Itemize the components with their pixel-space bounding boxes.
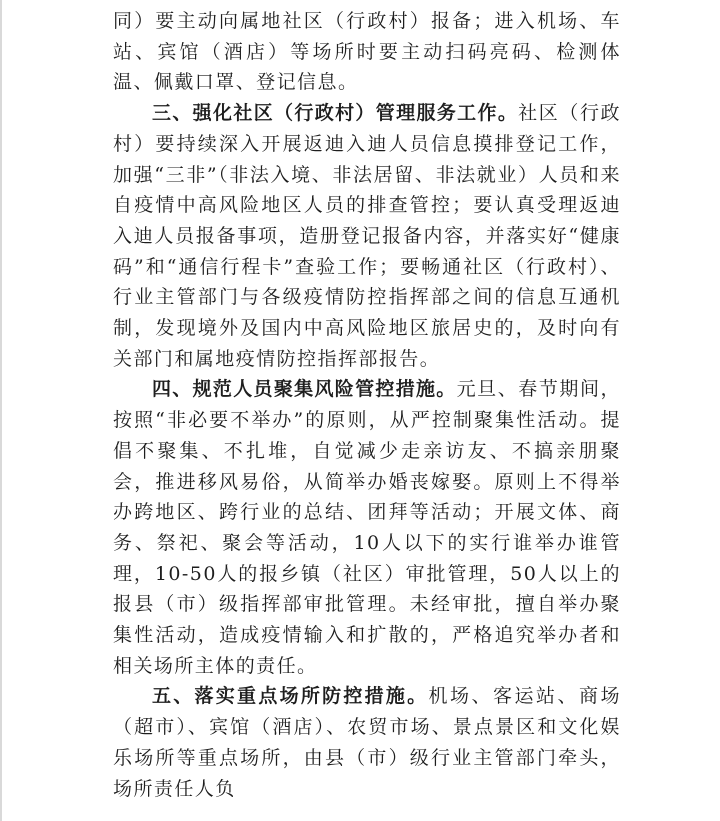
paragraph-section-5 — [113, 681, 621, 804]
paragraph-section-3 — [113, 98, 621, 374]
paragraph-continued — [113, 6, 621, 98]
section-heading: 四、规范人员聚集风险管控措施。 — [152, 378, 457, 401]
section-heading: 五、落实重点场所防控措施。 — [152, 685, 429, 708]
paragraph-text: 同）要主动向属地社区（行政村）报备；进入机场、车站、宾馆（酒店）等场所时要主动扫码亮码、检测体温、佩戴口罩、登记信息。 — [113, 10, 621, 94]
paragraph-text: 元旦、春节期间，按照“非必要不举办”的原则，从严控制聚集性活动。提倡不聚集、不扎堆，自觉减少走亲访友、不搞亲朋聚会，推进移风易俗，从简举办婚丧嫁娶。原则上不得举办跨地区、跨行业的总结、团拜等活动；开展文体、商务、祭祀、聚会等活动，10人以下的实行谁举办谁管理，10-50人的报乡镇（社区）审批管理，50人以上的报县（市）级指挥部审批管理。未经审批，擅自举办聚集性活动，造成疫情输入和扩散的，严格追究举办者和相关场所主体的责任。 — [113, 378, 621, 677]
paragraph-text: 机场、客运站、商场（超市）、宾馆（酒店）、农贸市场、景点景区和文化娱乐场所等重点场所，由县（市）级行业主管部门牵头，场所责任人负 — [113, 685, 621, 800]
page-left-border — [0, 0, 2, 821]
section-heading: 三、强化社区（行政村）管理服务工作。 — [152, 102, 519, 125]
paragraph-text: 社区（行政村）要持续深入开展返迪入迪人员信息摸排登记工作，加强“三非”（非法入境、非法居留、非法就业）人员和来自疫情中高风险地区人员的排查管控；要认真受理返迪入迪人员报备事项，造册登记报备内容，并落实好“健康码”和“通信行程卡”查验工作；要畅通社区（行政村）、行业主管部门与各级疫情防控指挥部之间的信息互通机制，发现境外及国内中高风险地区旅居史的，及时向有关部门和属地疫情防控指挥部报告。 — [113, 102, 621, 370]
document-body — [113, 6, 621, 804]
paragraph-section-4 — [113, 374, 621, 681]
